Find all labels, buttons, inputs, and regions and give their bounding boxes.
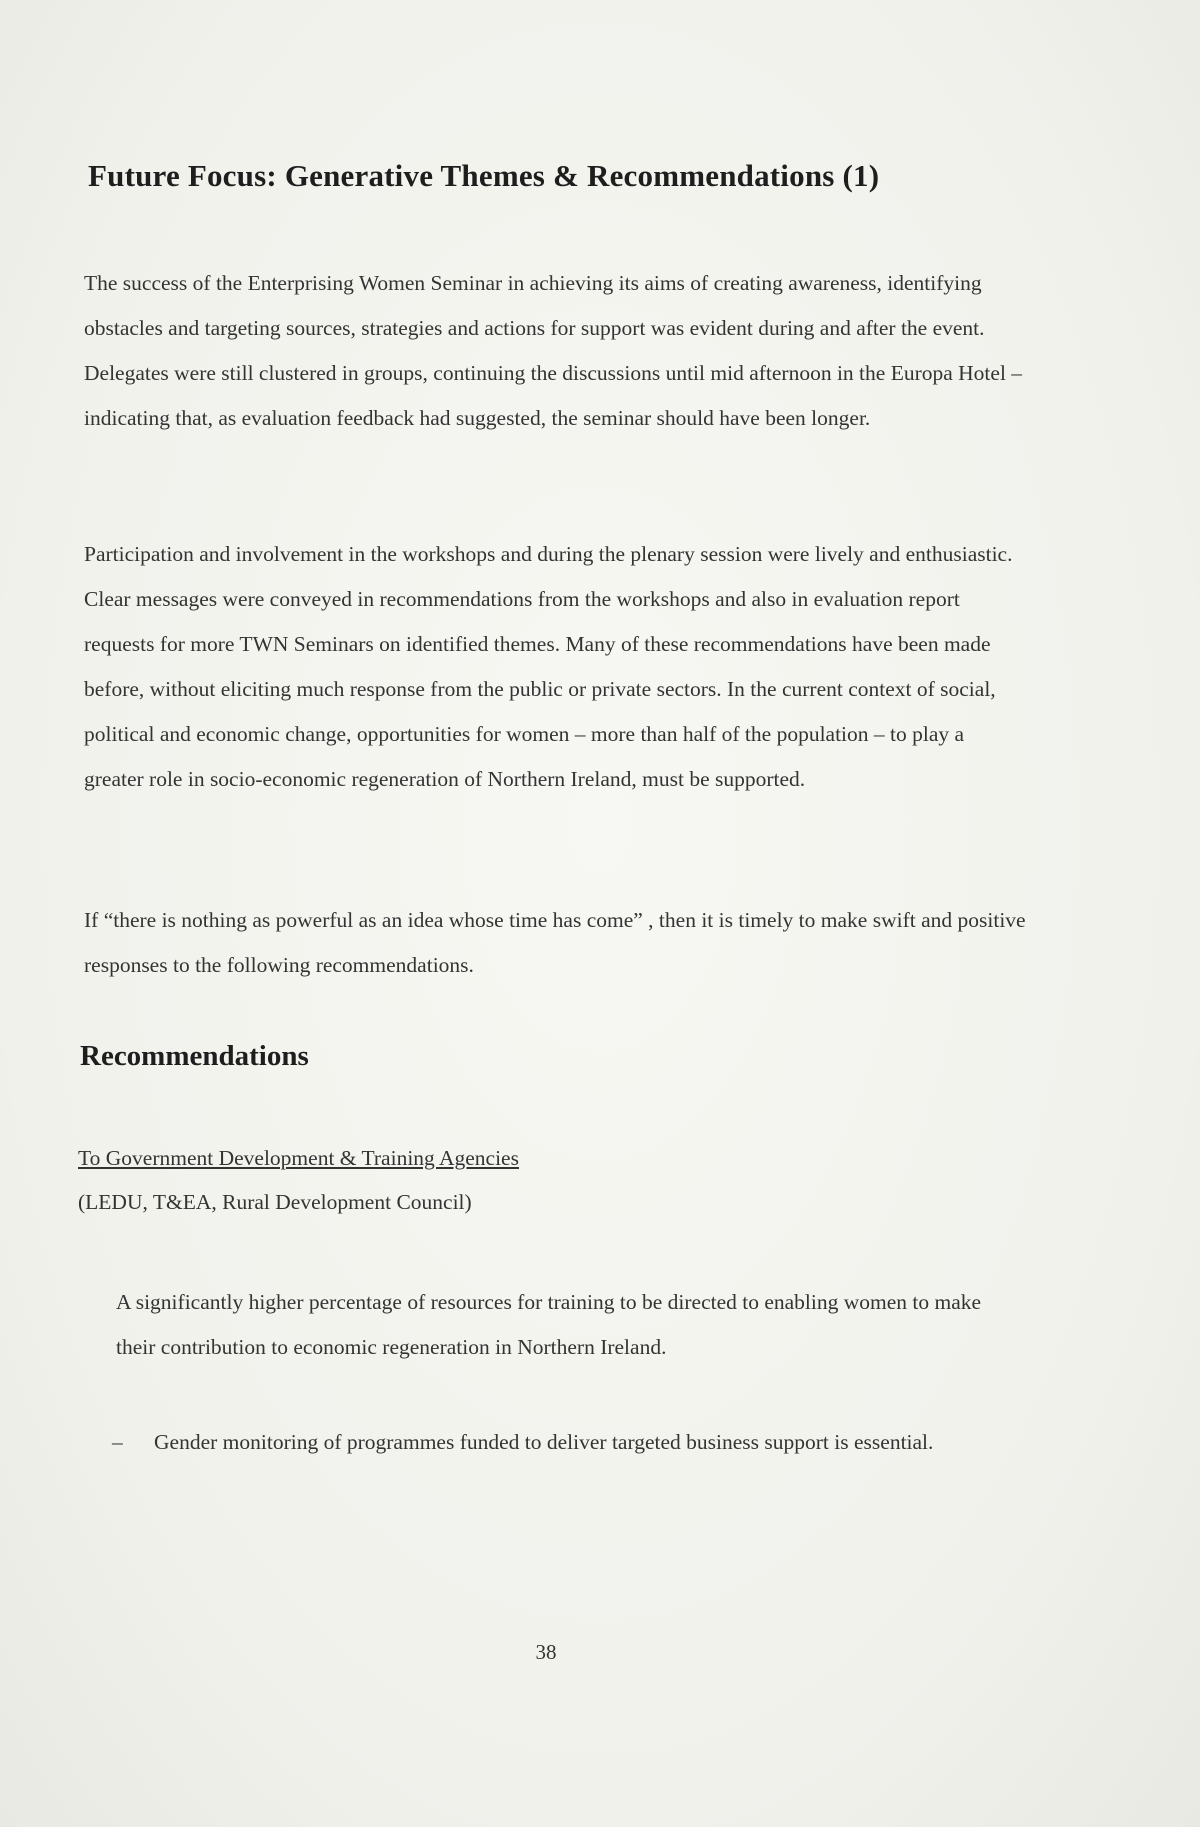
agency-group-title: To Government Development & Training Agencies bbox=[78, 1146, 519, 1170]
body-paragraph-3: If “there is nothing as powerful as an idea whose time has come” , then it is timely to make swift and positive responses to the following recommendations. bbox=[84, 908, 1026, 977]
agency-organisations: (LEDU, T&EA, Rural Development Council) bbox=[78, 1190, 472, 1214]
bullet-dash: – bbox=[112, 1430, 123, 1454]
page-title: Future Focus: Generative Themes & Recommendations (1) bbox=[88, 158, 880, 193]
recommendation-paragraph: A significantly higher percentage of resources for training to be directed to enabling women to make their contribution to economic regeneration in Northern Ireland. bbox=[116, 1290, 982, 1359]
body-paragraph-1: The success of the Enterprising Women Seminar in achieving its aims of creating awareness, identifying obstacles and targeting sources, strategies and actions for support was evident during and after the event. Delegates were still clustered in groups, continuing the discussions until mid afternoon in the Europa Hotel – indicating that, as evaluation feedback had suggested, the seminar should have been longer. bbox=[84, 271, 1023, 430]
recommendations-heading: Recommendations bbox=[80, 1040, 309, 1072]
bullet-text: Gender monitoring of programmes funded to deliver targeted business support is essential. bbox=[154, 1430, 934, 1454]
body-paragraph-2: Participation and involvement in the workshops and during the plenary session were lively and enthusiastic. Clear messages were conveyed in recommendations from the workshops and also in evaluation report requests for more TWN Seminars on identified themes. Many of these recommendations have been made before, without eliciting much response from the public or private sectors. In the current context of social, political and economic change, opportunities for women – more than half of the population – to play a greater role in socio-economic regeneration of Northern Ireland, must be supported. bbox=[84, 542, 1013, 791]
page-number: 38 bbox=[535, 1640, 557, 1664]
